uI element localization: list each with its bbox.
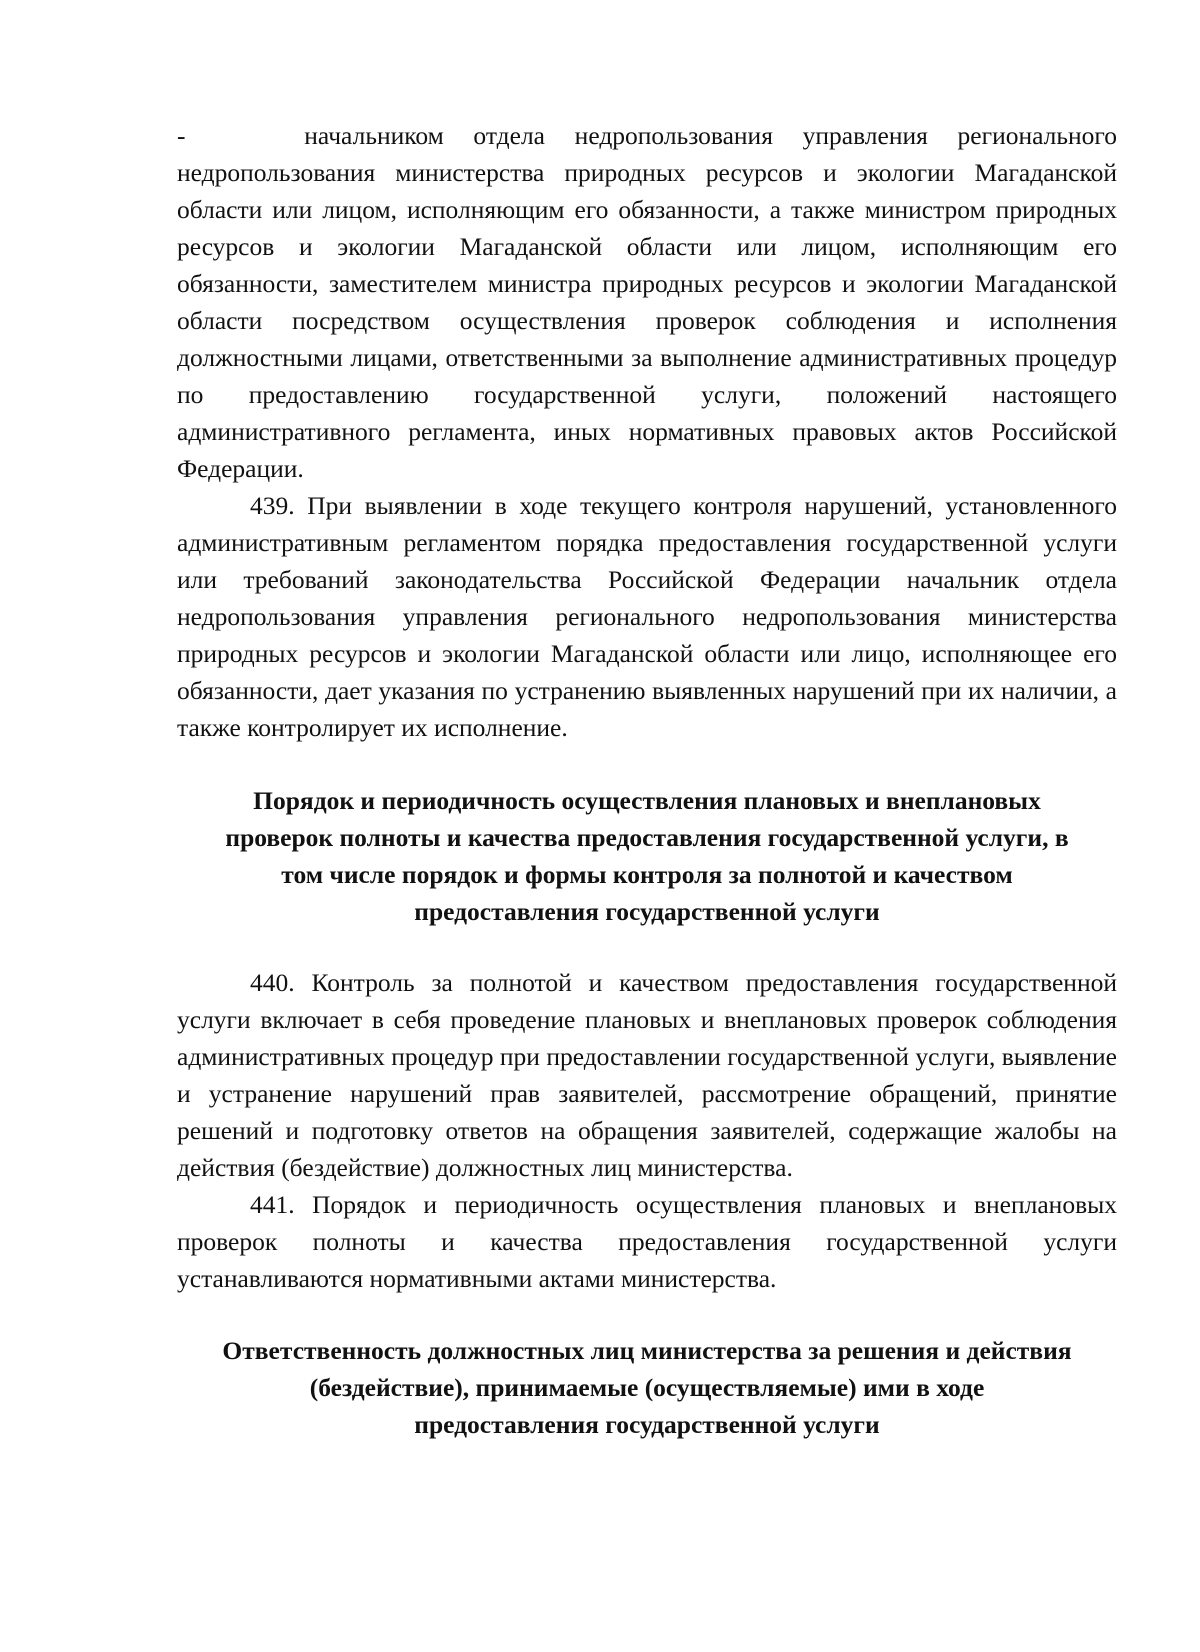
paragraph-440: 440. Контроль за полнотой и качеством предоставления государственной услуги включает в себя проведение плановых и внеплановых проверок соблюдения административных процедур при предоставлении государственной услуги, выявление и устранение нарушений прав заявителей, рассмотрение обращений, принятие решений и подготовку ответов на обращения заявителей, содержащие жалобы на действия (бездействие) должностных лиц министерства.	[177, 968, 1117, 1182]
paragraph-441: 441. Порядок и периодичность осуществления плановых и внеплановых проверок полноты и качества предоставления государственной услуги устанавливаются нормативными актами министерства.	[177, 1190, 1117, 1293]
document-body	[177, 117, 1117, 1443]
paragraph-intro: - начальником отдела недропользования управления регионального недропользования министерства природных ресурсов и экологии Магаданской области или лицом, исполняющим его обязанности, а также министром природных ресурсов и экологии Магаданской области или лицом, исполняющим его обязанности, заместителем министра природных ресурсов и экологии Магаданской области посредством осуществления проверок соблюдения и исполнения должностными лицами, ответственными за выполнение административных процедур по предоставлению государственной услуги, положений настоящего административного регламента, иных нормативных правовых актов Российской Федерации.	[177, 121, 1117, 483]
section-heading-responsibility	[177, 1332, 1117, 1443]
heading-line: предоставления государственной услуги	[414, 897, 880, 926]
paragraph-439: 439. При выявлении в ходе текущего контроля нарушений, установленного административным регламентом порядка предоставления государственной услуги или требований законодательства Российской Федерации начальник отдела недропользования управления регионального недропользования министерства природных ресурсов и экологии Магаданской области или лицо, исполняющее его обязанности, дает указания по устранению выявленных нарушений при их наличии, а также контролирует их исполнение.	[177, 491, 1117, 742]
heading-line: том числе порядок и формы контроля за полнотой и качеством	[281, 860, 1013, 889]
heading-line: Ответственность должностных лиц министерства за решения и действия	[222, 1336, 1072, 1365]
section-heading-inspections	[177, 782, 1117, 930]
heading-line: предоставления государственной услуги	[414, 1410, 880, 1439]
heading-line: проверок полноты и качества предоставления государственной услуги, в	[225, 823, 1069, 852]
heading-line: Порядок и периодичность осуществления плановых и внеплановых	[253, 786, 1041, 815]
heading-line: (бездействие), принимаемые (осуществляемые) ими в ходе	[309, 1373, 985, 1402]
